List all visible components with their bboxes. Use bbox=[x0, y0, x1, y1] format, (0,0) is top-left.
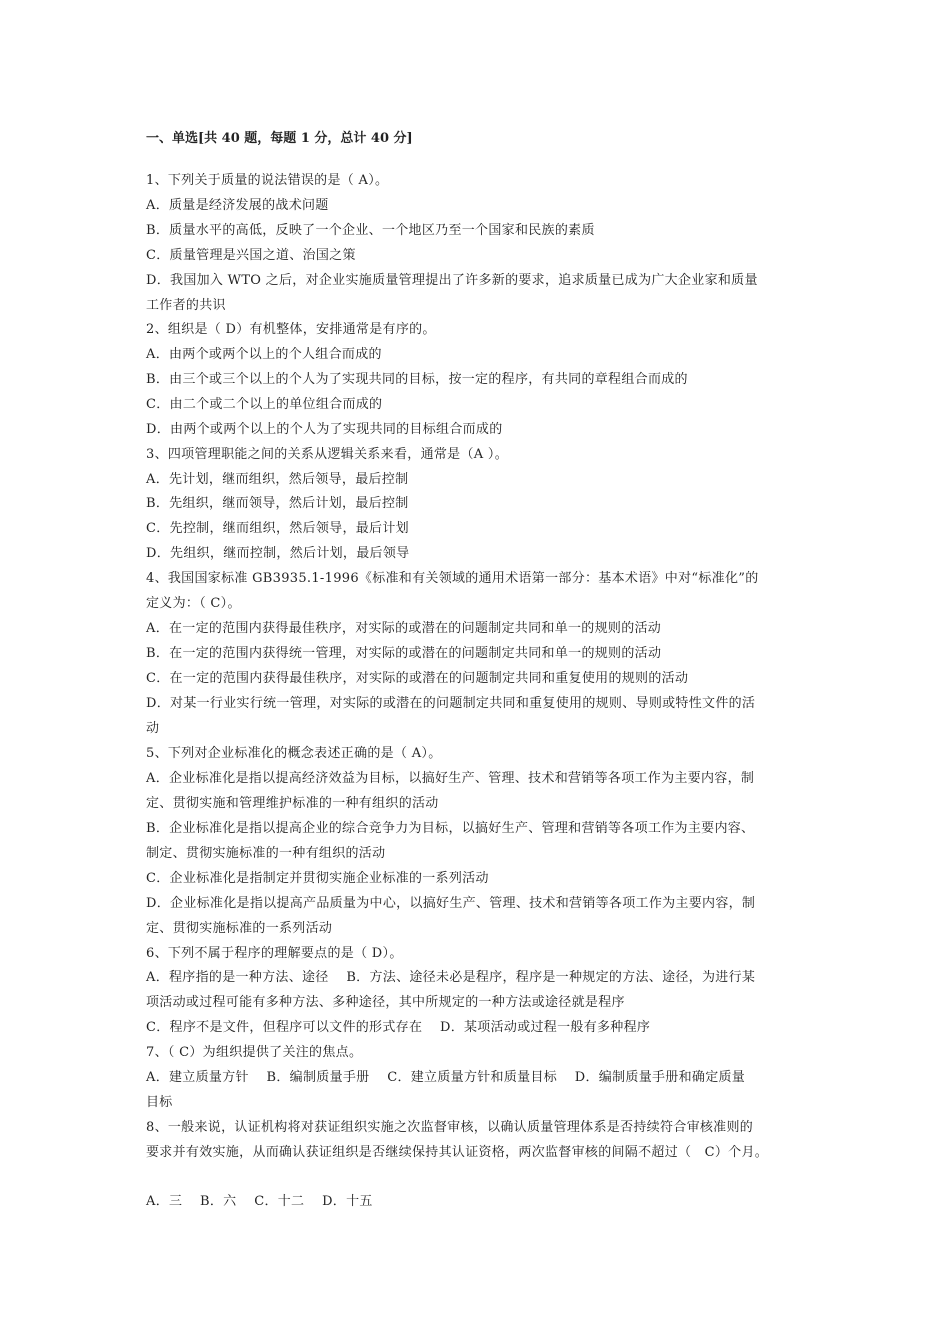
text-line: B．企业标准化是指以提高企业的综合竞争力为目标，以搞好生产、管理和营销等各项工作为主要内容、 bbox=[146, 821, 755, 836]
text-line: A．三 B．六 C．十二 D．十五 bbox=[146, 1194, 373, 1209]
text-line: 8、一般来说，认证机构将对获证组织实施之次监督审核，以确认质量管理体系是否持续符合审核准则的 bbox=[146, 1120, 754, 1135]
text-line: C．由二个或二个以上的单位组合而成的 bbox=[146, 397, 383, 412]
text-line: 4、我国国家标准 GB3935.1-1996《标准和有关领域的通用术语第一部分：基本术语》中对“标准化”的 bbox=[146, 571, 759, 586]
text-line: 6、下列不属于程序的理解要点的是（ D）。 bbox=[146, 946, 403, 961]
section-heading: 一、单选[共 40 题，每题 1 分，总计 40 分] bbox=[146, 131, 413, 146]
text-line: A．质量是经济发展的战术问题 bbox=[146, 198, 329, 213]
text-line: 工作者的共识 bbox=[146, 298, 226, 313]
text-line: D．由两个或两个以上的个人为了实现共同的目标组合而成的 bbox=[146, 422, 503, 437]
text-line: 7、（ C）为组织提供了关注的焦点。 bbox=[146, 1045, 363, 1060]
text-line: A．程序指的是一种方法、途径 B．方法、途径未必是程序，程序是一种规定的方法、途径，为进行某 bbox=[146, 970, 756, 985]
text-line: 制定、贯彻实施标准的一种有组织的活动 bbox=[146, 846, 386, 861]
text-line: 要求并有效实施，从而确认获证组织是否继续保持其认证资格，两次监督审核的间隔不超过（ C）个月。 bbox=[146, 1145, 769, 1160]
text-line: A．建立质量方针 B．编制质量手册 C．建立质量方针和质量目标 D．编制质量手册和确定质量 bbox=[146, 1070, 746, 1085]
text-line: B．质量水平的高低，反映了一个企业、一个地区乃至一个国家和民族的素质 bbox=[146, 223, 595, 238]
text-line: B．先组织，继而领导，然后计划，最后控制 bbox=[146, 496, 409, 511]
text-line: 3、四项管理职能之间的关系从逻辑关系来看，通常是（A ）。 bbox=[146, 447, 508, 462]
text-line: C．先控制，继而组织，然后领导，最后计划 bbox=[146, 521, 409, 536]
text-line: 定、贯彻实施标准的一系列活动 bbox=[146, 921, 333, 936]
text-line: D．先组织，继而控制，然后计划，最后领导 bbox=[146, 546, 410, 561]
text-line: A．由两个或两个以上的个人组合而成的 bbox=[146, 347, 382, 362]
text-line: D．对某一行业实行统一管理，对实际的或潜在的问题制定共同和重复使用的规则、导则或特性文件的活 bbox=[146, 696, 756, 711]
text-line: 动 bbox=[146, 721, 160, 736]
text-line: D．我国加入 WTO 之后，对企业实施质量管理提出了许多新的要求，追求质量已成为广大企业家和质量 bbox=[146, 273, 758, 288]
text-line: A．在一定的范围内获得最佳秩序，对实际的或潜在的问题制定共同和单一的规则的活动 bbox=[146, 621, 662, 636]
text-line: 定义为：（ C）。 bbox=[146, 596, 241, 611]
text-line: B．由三个或三个以上的个人为了实现共同的目标，按一定的程序，有共同的章程组合而成的 bbox=[146, 372, 688, 387]
text-line: 2、组织是（ D）有机整体，安排通常是有序的。 bbox=[146, 322, 436, 337]
text-line: C．企业标准化是指制定并贯彻实施企业标准的一系列活动 bbox=[146, 871, 489, 886]
text-line: 项活动或过程可能有多种方法、多种途径，其中所规定的一种方法或途径就是程序 bbox=[146, 995, 625, 1010]
text-line: C．在一定的范围内获得最佳秩序，对实际的或潜在的问题制定共同和重复使用的规则的活动 bbox=[146, 671, 689, 686]
text-line: A．先计划，继而组织，然后领导，最后控制 bbox=[146, 472, 409, 487]
text-line: C．质量管理是兴国之道、治国之策 bbox=[146, 248, 356, 263]
text-line: 定、贯彻实施和管理维护标准的一种有组织的活动 bbox=[146, 796, 439, 811]
text-line: D．企业标准化是指以提高产品质量为中心，以搞好生产、管理、技术和营销等各项工作为主要内容，制 bbox=[146, 896, 756, 911]
text-line: B．在一定的范围内获得统一管理，对实际的或潜在的问题制定共同和单一的规则的活动 bbox=[146, 646, 662, 661]
text-line: 1、下列关于质量的说法错误的是（ A）。 bbox=[146, 173, 389, 188]
text-line: 目标 bbox=[146, 1095, 173, 1110]
text-line: 5、下列对企业标准化的概念表述正确的是（ A）。 bbox=[146, 746, 442, 761]
text-line: C．程序不是文件，但程序可以文件的形式存在 D．某项活动或过程一般有多种程序 bbox=[146, 1020, 651, 1035]
text-line: A．企业标准化是指以提高经济效益为目标，以搞好生产、管理、技术和营销等各项工作为主要内容，制 bbox=[146, 771, 755, 786]
